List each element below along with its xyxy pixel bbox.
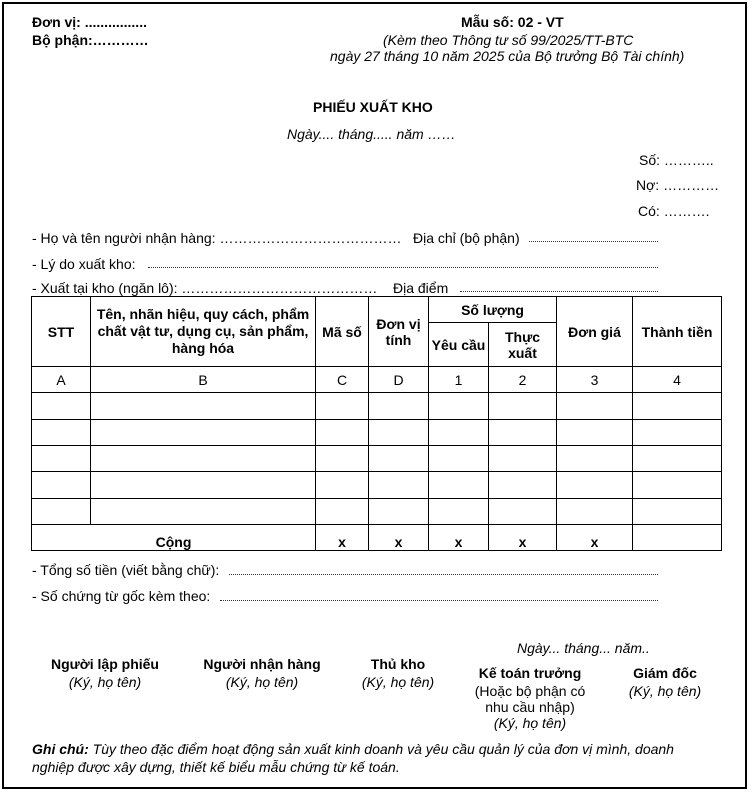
bo-phan-label: Bộ phận:…………: [32, 32, 149, 48]
code-cell: D: [369, 367, 429, 393]
sign-date: Ngày... tháng... năm..: [517, 640, 650, 656]
signer-title: Người lập phiếu: [51, 656, 159, 672]
col-stt: STT: [32, 297, 91, 367]
signer-note: (Ký, họ tên): [68, 674, 142, 690]
code-cell: C: [316, 367, 369, 393]
signer-note: (Ký, họ tên): [628, 683, 702, 699]
col-code: Mã số: [316, 297, 369, 367]
receiver-name-field: - Họ và tên người nhận hàng: …………………………………: [32, 230, 402, 246]
reason-label: - Lý do xuất kho:: [32, 256, 136, 272]
total-in-words-dots: [229, 574, 658, 575]
signer-title: Người nhận hàng: [203, 656, 321, 672]
form-number: Mẫu số: 02 - VT: [461, 14, 564, 30]
note-line-2: nghiệp được xây dựng, thiết kế biểu mẫu chứng từ kế toán.: [32, 759, 400, 775]
table-row: [32, 393, 722, 420]
date-line: Ngày.... tháng..... năm ……: [287, 126, 456, 142]
code-cell: 3: [557, 367, 633, 393]
signer-note: (Ký, họ tên): [361, 674, 435, 690]
signer-note: (Ký, họ tên): [493, 715, 567, 731]
note-label: Ghi chú:: [32, 741, 89, 757]
col-item-name: Tên, nhãn hiệu, quy cách, phẩm chất vật tư, dụng cụ, sản phẩm, hàng hóa: [91, 297, 316, 367]
code-cell: 1: [429, 367, 489, 393]
note-line-1: [32, 741, 674, 757]
source-documents-label: - Số chứng từ gốc kèm theo:: [32, 588, 211, 604]
total-mark: x: [316, 525, 369, 551]
form-title: PHIẾU XUẤT KHO: [313, 99, 433, 115]
code-cell: 4: [633, 367, 722, 393]
col-amount: Thành tiền: [633, 297, 722, 367]
signer-receiver: [187, 656, 337, 690]
no-field: Nợ: …………: [636, 177, 720, 193]
total-in-words-label: - Tổng số tiền (viết bằng chữ):: [32, 562, 220, 578]
total-label: Cộng: [32, 525, 316, 551]
signer-title: Thủ kho: [370, 656, 426, 672]
code-cell: A: [32, 367, 91, 393]
circular-reference: (Kèm theo Thông tư số 99/2025/TT-BTC: [383, 32, 634, 48]
signer-preparer: [35, 656, 175, 690]
warehouse-field: - Xuất tại kho (ngăn lô): ……………………………………: [32, 280, 378, 296]
signer-title: Giám đốc: [633, 665, 697, 681]
don-vi-label: Đơn vị: ................: [32, 14, 147, 30]
signer-note: (Ký, họ tên): [225, 674, 299, 690]
table-row: [32, 446, 722, 472]
signer-note: nhu cầu nhập): [485, 699, 575, 715]
col-quantity: Số lượng: [429, 297, 557, 323]
signer-director: [610, 665, 720, 699]
col-actual: Thực xuất: [489, 323, 557, 367]
code-row: [32, 367, 722, 393]
signer-chief-accountant: [455, 665, 605, 731]
col-unit: Đơn vị tính: [369, 297, 429, 367]
table-row: [32, 472, 722, 499]
address-dots: [529, 241, 658, 242]
col-unit-price: Đơn giá: [557, 297, 633, 367]
total-mark: x: [369, 525, 429, 551]
code-cell: 2: [489, 367, 557, 393]
co-field: Có: ……….: [638, 203, 710, 219]
signer-note: (Hoặc bộ phận có: [474, 683, 586, 699]
so-field: Số: ………..: [639, 152, 714, 168]
location-dots: [460, 291, 658, 292]
col-requested: Yêu cầu: [429, 323, 489, 367]
total-mark: x: [557, 525, 633, 551]
issue-date-reference: ngày 27 tháng 10 năm 2025 của Bộ trưởng Bộ Tài chính): [330, 48, 685, 64]
signer-title: Kế toán trưởng: [478, 665, 582, 681]
total-mark: x: [489, 525, 557, 551]
address-label: Địa chỉ (bộ phận): [413, 230, 520, 246]
goods-table: [31, 296, 722, 551]
source-documents-dots: [220, 600, 658, 601]
total-row: [32, 525, 722, 551]
note-text: Tùy theo đặc điểm hoạt động sản xuất kinh doanh và yêu cầu quản lý của đơn vị mình, doanh: [92, 741, 674, 757]
table-row: [32, 420, 722, 446]
code-cell: B: [91, 367, 316, 393]
total-mark: x: [429, 525, 489, 551]
signer-storekeeper: [343, 656, 453, 690]
reason-dots: [148, 267, 658, 268]
table-row: [32, 499, 722, 525]
location-label: Địa điểm: [393, 280, 449, 296]
